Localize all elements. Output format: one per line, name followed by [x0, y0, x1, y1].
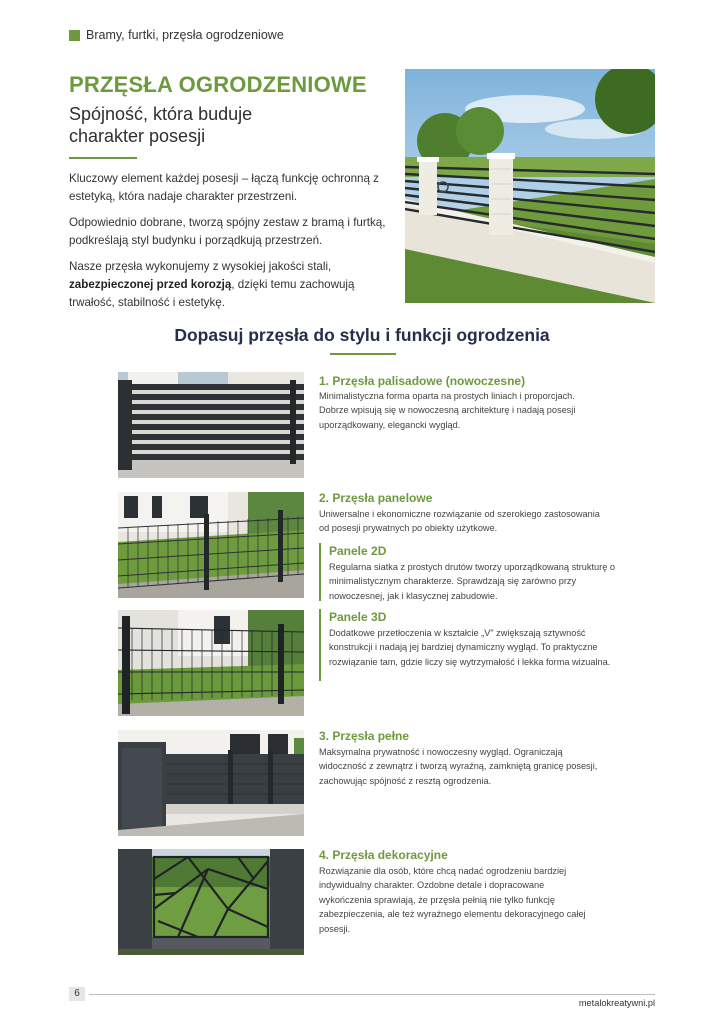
item-1-desc: Minimalistyczna forma oparta na prostych liniach i proporcjach. Dobrze wpisują się w nowoczesną architekturę i nadają posesji uporządkowany, elegancki wygląd. [319, 391, 576, 430]
intro-bold-phrase: zabezpieczonej przed korozją [69, 278, 232, 291]
item-2-desc: Uniwersalne i ekonomiczne rozwiązanie od szerokiego zastosowania od posesji prywatnych po obiekty użytkowe. [319, 509, 600, 534]
panel-3d-fence-photo [118, 610, 304, 716]
solid-fence-photo [118, 730, 304, 836]
page-subtitle: Spójność, która buduje charakter posesji [69, 104, 253, 146]
panele-2d-accent-bar [319, 543, 321, 601]
hero-fence-photo [405, 69, 655, 303]
item-2-title: 2. Przęsła panelowe [319, 491, 433, 505]
panel-2d-fence-photo [118, 492, 304, 598]
intro-paragraph-3: Nasze przęsła wykonujemy z wysokiej jakości stali, zabezpieczonej przed korozją, dzięki temu zachowują trwałość, stabilność i estetykę. [69, 260, 355, 309]
panele-3d-accent-bar [319, 609, 321, 681]
item-4-desc: Rozwiązanie dla osób, które chcą nadać ogrodzeniu bardziej indywidualny charakter. Ozdobne detale i dopracowane wykończenia sprawiają, że przęsła pełnią nie tylko funkcję zabezpieczenia, ale też wyraźnego elementu dekoracyjnego całej posesji. [319, 866, 586, 934]
intro-paragraph-2: Odpowiednio dobrane, tworzą spójny zestaw z bramą i furtką, podkreślają styl budynku i porządkują przestrzeń. [69, 216, 386, 247]
panele-3d-desc: Dodatkowe przetłoczenia w kształcie „V" zwiększają sztywność konstrukcji i nadają jej bardziej dynamiczny wygląd. To praktyczne rozwiązanie tam, gdzie liczy się wytrzymałość i lekka forma wizualna. [329, 628, 611, 667]
breadcrumb-text: Bramy, furtki, przęsła ogrodzeniowe [86, 28, 284, 42]
panele-3d-title: Panele 3D [329, 610, 387, 624]
decorative-fence-photo [118, 849, 304, 955]
section-title: Dopasuj przęsła do stylu i funkcji ogrodzenia [174, 325, 550, 345]
palisade-fence-photo [118, 372, 304, 478]
panele-2d-title: Panele 2D [329, 544, 387, 558]
page-title: PRZĘSŁA OGRODZENIOWE [69, 72, 367, 97]
title-divider [69, 157, 137, 159]
page-number: 6 [69, 987, 85, 1001]
item-4-title: 4. Przęsła dekoracyjne [319, 848, 448, 862]
item-1-title: 1. Przęsła palisadowe (nowoczesne) [319, 374, 526, 388]
intro-paragraph-1: Kluczowy element każdej posesji – łączą funkcję ochronną z estetyką, która nadaje charakter przestrzeni. [69, 172, 379, 203]
green-square-icon [69, 30, 80, 41]
item-3-title: 3. Przęsła pełne [319, 729, 410, 743]
panele-2d-desc: Regularna siatka z prostych drutów tworzy uporządkowaną strukturę o minimalistycznym charakterze. Sprawdzają się zarówno przy nowoczesnej, jak i klasycznej zabudowie. [329, 562, 615, 601]
section-divider [330, 353, 396, 355]
breadcrumb [69, 28, 284, 42]
footer-divider [89, 994, 655, 995]
item-3-desc: Maksymalna prywatność i nowoczesny wygląd. Ograniczają widoczność z zewnątrz i tworzą wyraźną, zamkniętą granicę posesji, zachowując spójność z resztą ogrodzenia. [319, 747, 598, 786]
footer-website: metalokreatywni.pl [578, 998, 655, 1008]
intro-text [69, 170, 391, 320]
